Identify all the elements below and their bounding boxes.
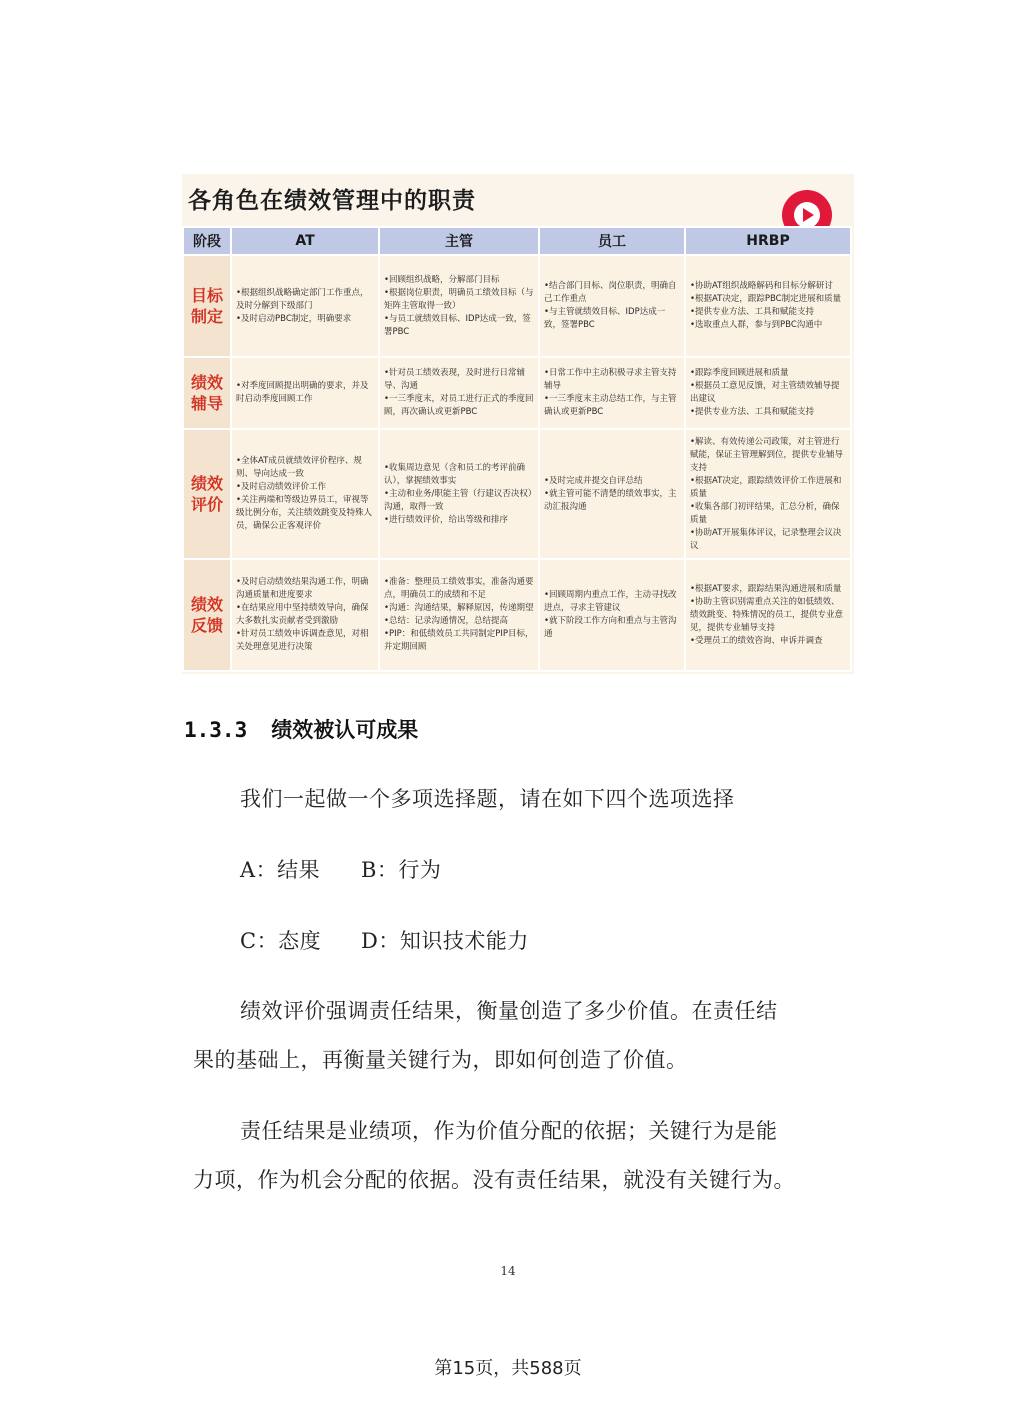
- manager-cell: •针对员工绩效表现，及时进行日常辅导、沟通 •一三季度末，对员工进行正式的季度回顾，再次确认或更新PBC: [379, 357, 539, 429]
- stage-cell: 绩效 反馈: [183, 559, 231, 671]
- section-number: 1.3.3: [184, 718, 248, 742]
- table-row: [183, 357, 851, 429]
- manager-cell: •收集周边意见（含和员工的考评前确认），掌握绩效事实 •主动和业务/职能主管（行建议否决权）沟通，取得一致 •进行绩效评价，给出等级和排序: [379, 429, 539, 559]
- section-heading: [184, 714, 418, 744]
- stage-cell: 绩效 评价: [183, 429, 231, 559]
- option-c: C：态度: [240, 929, 322, 953]
- stage-cell: 绩效 辅导: [183, 357, 231, 429]
- table-header-row: [183, 227, 851, 255]
- employee-cell: •日常工作中主动积极寻求主管支持辅导 •一三季度末主动总结工作，与主管确认或更新PBC: [539, 357, 685, 429]
- employee-cell: •及时完成并提交自评总结 •就主管可能不清楚的绩效事实，主动汇报沟通: [539, 429, 685, 559]
- header-manager: 主管: [379, 227, 539, 255]
- paragraph-1-line-1: 绩效评价强调责任结果，衡量创造了多少价值。在责任结: [240, 999, 778, 1023]
- hrbp-cell: •根据AT要求，跟踪结果沟通进展和质量 •协助主管识别需重点关注的如低绩效、绩效跳变、特殊情况的员工，提供专业意见，提供专业辅导支持 •受理员工的绩效咨询、申诉并调查: [685, 559, 851, 671]
- at-cell: •根据组织战略确定部门工作重点，及时分解到下级部门 •及时启动PBC制定，明确要求: [231, 255, 379, 357]
- figure-title: 各角色在绩效管理中的职责: [188, 188, 476, 214]
- page-footer: 第15页，共588页: [434, 1358, 582, 1379]
- table-row: [183, 255, 851, 357]
- hrbp-cell: •跟踪季度回顾进展和质量 •根据员工意见反馈，对主管绩效辅导提出建议 •提供专业方法、工具和赋能支持: [685, 357, 851, 429]
- employee-cell: •回顾周期内重点工作，主动寻找改进点，寻求主管建议 •就下阶段工作方向和重点与主管沟通: [539, 559, 685, 671]
- table-row: [183, 429, 851, 559]
- employee-cell: •结合部门目标、岗位职责，明确自己工作重点 •与主管就绩效目标、IDP达成一致，签署PBC: [539, 255, 685, 357]
- paragraph-2-line-1: 责任结果是业绩项，作为价值分配的依据；关键行为是能: [240, 1119, 778, 1143]
- option-b: B：行为: [361, 858, 442, 882]
- at-cell: •及时启动绩效结果沟通工作，明确沟通质量和进度要求 •在结果应用中坚持绩效导向，确保大多数扎实贡献者受到激励 •针对员工绩效申诉调查意见，对相关处理意见进行决策: [231, 559, 379, 671]
- stage-cell: 目标 制定: [183, 255, 231, 357]
- manager-cell: •准备：整理员工绩效事实，准备沟通要点，明确员工的成绩和不足 •沟通：沟通结果，解释原因，传递期望 •总结：记录沟通情况，总结提高 •PIP：和低绩效员工共同制定PIP目标，并定期回顾: [379, 559, 539, 671]
- manager-cell: •回顾组织战略，分解部门目标 •根据岗位职责，明确员工绩效目标（与矩阵主管取得一致） •与员工就绩效目标、IDP达成一致，签署PBC: [379, 255, 539, 357]
- header-at: AT: [231, 227, 379, 255]
- section-title: 绩效被认可成果: [271, 718, 419, 742]
- hrbp-cell: •协助AT组织战略解码和目标分解研讨 •根据AT决定，跟踪PBC制定进展和质量 •提供专业方法、工具和赋能支持 •选取重点人群，参与到PBC沟通中: [685, 255, 851, 357]
- option-d: D：知识技术能力: [361, 929, 529, 953]
- table-row: [183, 559, 851, 671]
- roles-figure: [182, 174, 854, 674]
- hrbp-cell: •解读、有效传递公司政策，对主管进行赋能，保证主管理解到位，提供专业辅导支持 •根据AT决定，跟踪绩效评价工作进展和质量 •收集各部门初评结果，汇总分析，确保质量 •协助AT开展集体评议，记录整理会议决议: [685, 429, 851, 559]
- page-number: 14: [500, 1264, 516, 1278]
- intro-paragraph: 我们一起做一个多项选择题，请在如下四个选项选择: [240, 787, 735, 811]
- header-hrbp: HRBP: [685, 227, 851, 255]
- at-cell: •对季度回顾提出明确的要求，并及时启动季度回顾工作: [231, 357, 379, 429]
- at-cell: •全体AT成员就绩效评价程序、规则、导向达成一致 •及时启动绩效评价工作 •关注两端和等级边界员工，审视等级比例分布，关注绩效跳变及特殊人员，确保公正客观评价: [231, 429, 379, 559]
- paragraph-1-line-2: 果的基础上，再衡量关键行为，即如何创造了价值。: [193, 1048, 688, 1072]
- roles-table: [182, 226, 852, 672]
- header-stage: 阶段: [183, 227, 231, 255]
- option-a: A：结果: [240, 858, 321, 882]
- paragraph-2-line-2: 力项，作为机会分配的依据。没有责任结果，就没有关键行为。: [193, 1168, 795, 1192]
- header-employee: 员工: [539, 227, 685, 255]
